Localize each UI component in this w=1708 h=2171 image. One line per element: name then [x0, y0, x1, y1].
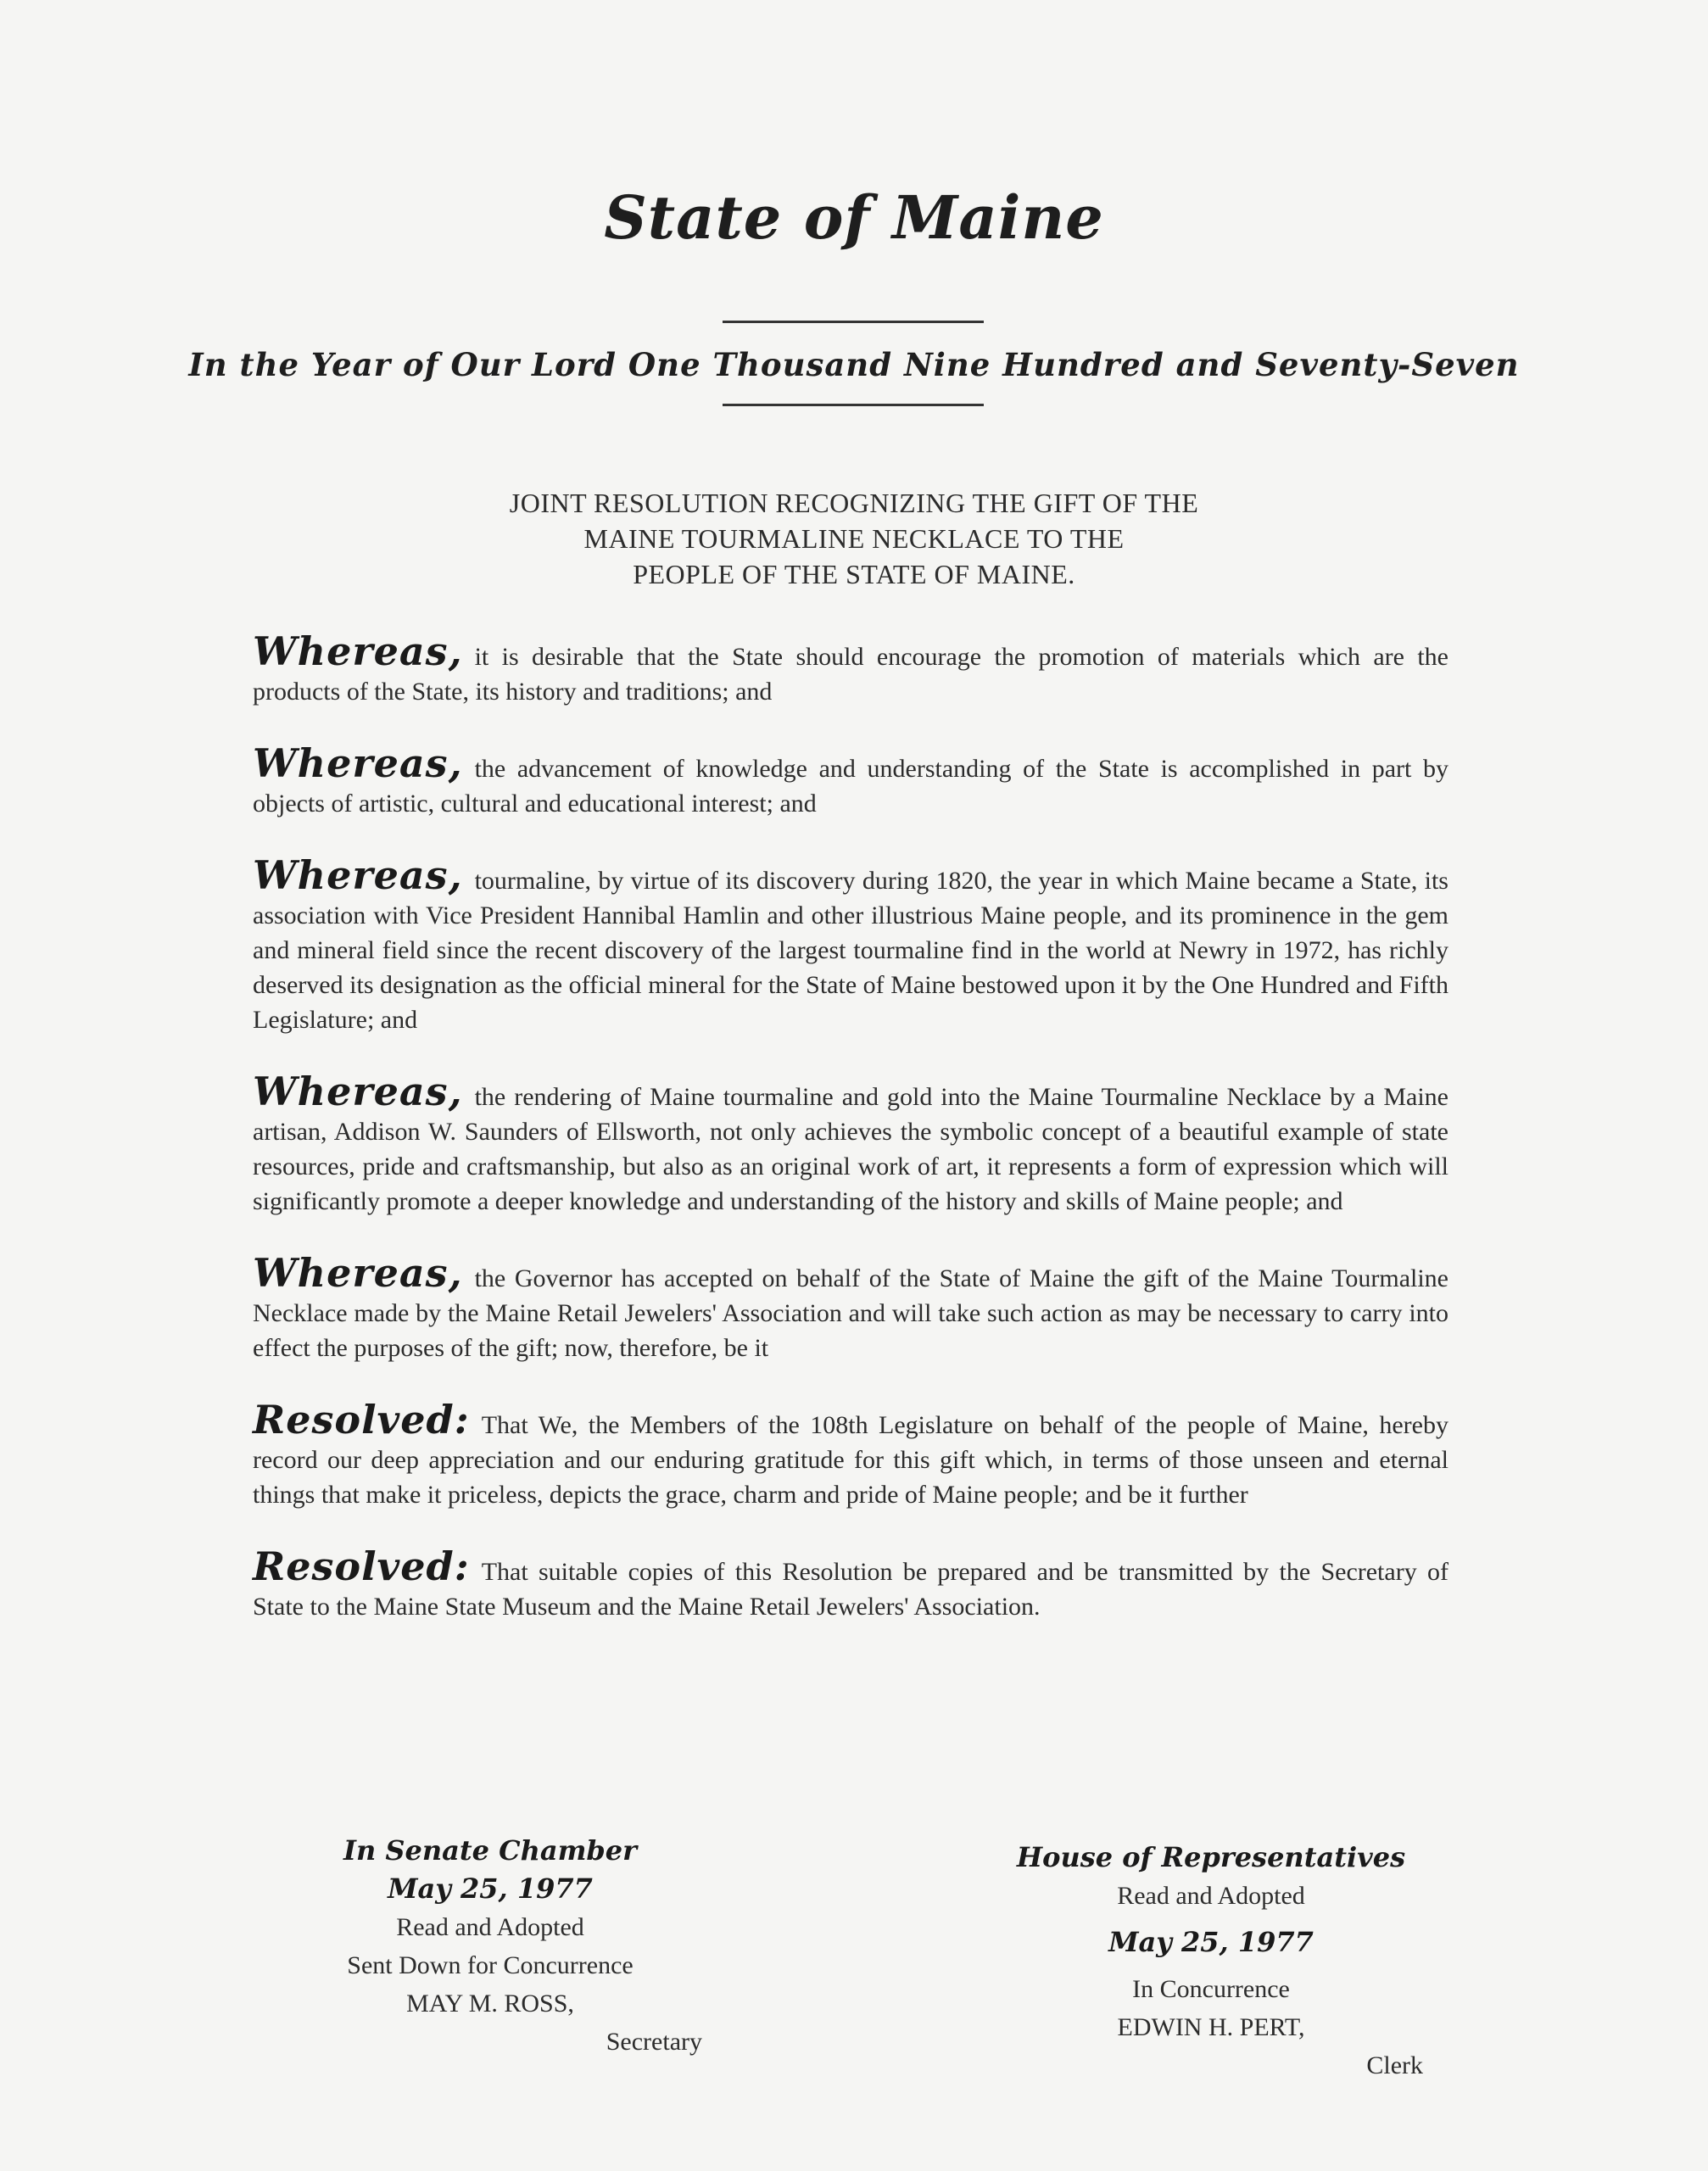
resolution-title-line-1: JOINT RESOLUTION RECOGNIZING THE GIFT OF THE — [509, 488, 1199, 518]
senate-sent-down: Sent Down for Concurrence — [347, 1951, 634, 1979]
resolved-paragraph-2 — [253, 1543, 1448, 1624]
paragraph-lead: Whereas, — [253, 852, 463, 898]
resolution-title-line-3: PEOPLE OF THE STATE OF MAINE. — [633, 559, 1075, 589]
whereas-paragraph-4 — [253, 1069, 1448, 1219]
whereas-paragraph-2 — [253, 740, 1448, 821]
bottom-rule — [723, 404, 984, 406]
paragraph-lead: Resolved: — [253, 1543, 470, 1589]
senate-signatory-name: MAY M. ROSS, — [406, 1990, 574, 2018]
paragraph-lead: Whereas, — [253, 1250, 463, 1296]
top-rule — [723, 321, 984, 323]
paragraph-lead: Resolved: — [253, 1397, 470, 1443]
house-date: May 25, 1977 — [1108, 1926, 1314, 1958]
paragraph-text: tourmaline, by virtue of its discovery during 1820, the year in which Maine became a State, its association with Vice President Hannibal Hamlin and other illustrious Maine people, and its prominence in the gem and mineral field since the recent discovery of the largest tourmaline find in the world at Newry in 1972, has richly deserved its designation as the official mineral for the State of Maine bestowed upon it by the One Hundred and Fifth Legislature; and — [253, 867, 1448, 1034]
senate-attestation — [312, 1832, 702, 2061]
resolved-paragraph-1 — [253, 1397, 1448, 1512]
senate-read-adopted: Read and Adopted — [396, 1913, 584, 1941]
resolution-title — [0, 485, 1708, 592]
house-in-concurrence: In Concurrence — [1132, 1975, 1290, 2003]
paragraph-text: the Governor has accepted on behalf of the State of Maine the gift of the Maine Tourmaline Necklace made by the Maine Retail Jewelers' Association and will take such action as may be necessary to carry into effect the purposes of the gift; now, therefore, be it — [253, 1264, 1448, 1362]
paragraph-text: That suitable copies of this Resolution be prepared and be transmitted by the Secretary of State to the Maine State Museum and the Maine Retail Jewelers' Association. — [253, 1558, 1448, 1621]
house-heading: House of Representatives — [1016, 1841, 1406, 1873]
house-signatory-name: EDWIN H. PERT, — [1117, 2013, 1305, 2041]
senate-signatory-title: Secretary — [606, 2028, 702, 2056]
whereas-paragraph-5 — [253, 1250, 1448, 1365]
house-attestation — [1016, 1839, 1423, 2084]
paragraph-text: That We, the Members of the 108th Legislature on behalf of the people of Maine, hereby record our deep appreciation and our enduring gratitude for this gift which, in terms of those unseen and eternal things that make it priceless, depicts the grace, charm and pride of Maine people; and be it further — [253, 1411, 1448, 1509]
document-title: State of Maine — [604, 182, 1104, 253]
paragraph-text: it is desirable that the State should encourage the promotion of materials which are the products of the State, its history and traditions; and — [253, 643, 1448, 706]
whereas-paragraph-3 — [253, 852, 1448, 1037]
paragraph-text: the rendering of Maine tourmaline and gold into the Maine Tourmaline Necklace by a Maine artisan, Addison W. Saunders of Ellsworth, not only achieves the symbolic concept of a beautiful example of state resources, pride and craftsmanship, but also as an original work of art, it represents a form of expression which will significantly promote a deeper knowledge and understanding of the history and skills of Maine people; and — [253, 1083, 1448, 1215]
resolution-body — [253, 628, 1448, 1661]
senate-date: May 25, 1977 — [388, 1872, 593, 1905]
paragraph-lead: Whereas, — [253, 740, 463, 786]
resolution-title-line-2: MAINE TOURMALINE NECKLACE TO THE — [583, 523, 1125, 554]
paragraph-lead: Whereas, — [253, 628, 463, 674]
house-signatory-title: Clerk — [1366, 2051, 1423, 2079]
year-line: In the Year of Our Lord One Thousand Nine Hundred and Seventy-Seven — [188, 346, 1520, 383]
whereas-paragraph-1 — [253, 628, 1448, 709]
paragraph-lead: Whereas, — [253, 1069, 463, 1114]
house-read-adopted: Read and Adopted — [1117, 1882, 1305, 1910]
senate-heading: In Senate Chamber — [343, 1834, 638, 1867]
paragraph-text: the advancement of knowledge and understanding of the State is accomplished in part by objects of artistic, cultural and educational interest; and — [253, 755, 1448, 818]
